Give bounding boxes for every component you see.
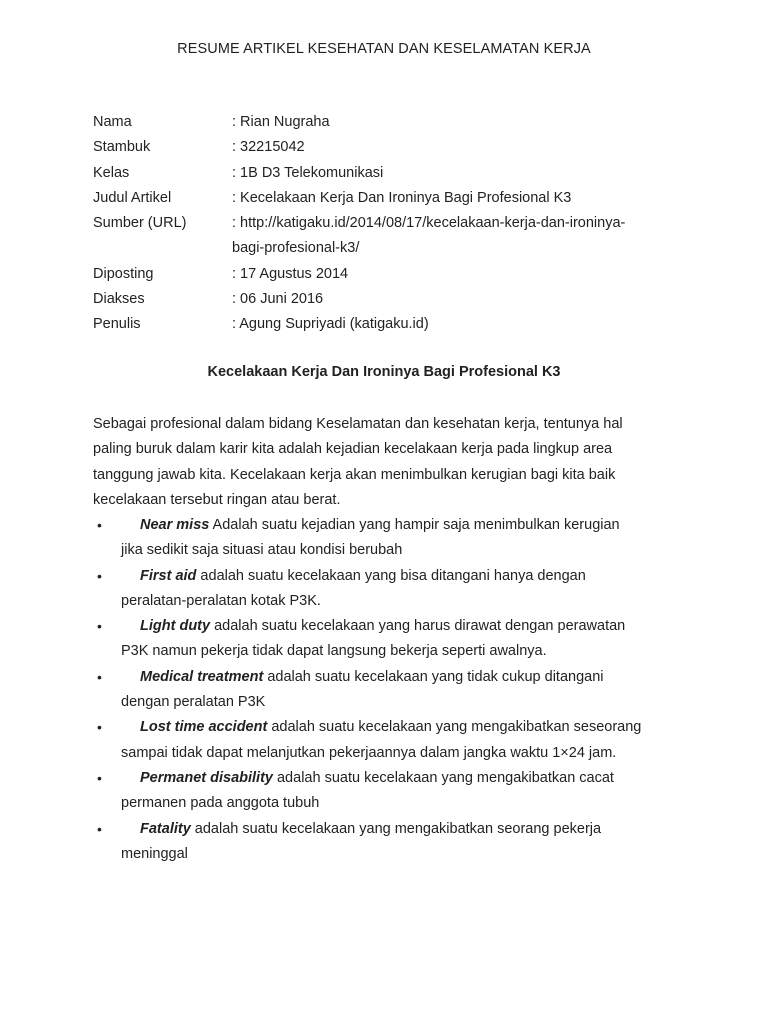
list-item-text: adalah suatu kecelakaan yang mengakibatkan seorang pekerja — [190, 820, 602, 837]
list-item-line: permanen pada anggota tubuh — [121, 795, 320, 812]
list-item-line: sampai tidak dapat melanjutkan pekerjaannya dalam jangka waktu 1×24 jam. — [121, 744, 617, 761]
list-item-term: Permanet disability — [140, 769, 273, 786]
intro-paragraph — [93, 412, 683, 513]
meta-value: : Rian Nugraha — [232, 114, 330, 130]
meta-row-penulis — [93, 312, 693, 337]
meta-row-diposting — [93, 262, 693, 287]
list-item-term: Lost time accident — [140, 719, 268, 736]
paragraph-line: Sebagai profesional dalam bidang Keselamatan dan kesehatan kerja, tentunya hal — [93, 416, 623, 432]
meta-label: Nama — [93, 114, 132, 130]
url-line-2: bagi-profesional-k3/ — [232, 240, 360, 257]
list-item-line — [121, 513, 693, 538]
meta-value: : Agung Supriyadi (katigaku.id) — [232, 316, 429, 333]
list-item-line — [121, 715, 693, 740]
meta-row-sumber-url — [93, 211, 693, 262]
list-item-medical-treatment — [93, 665, 693, 716]
bullet-icon: • — [97, 567, 102, 584]
metadata-table — [93, 110, 693, 338]
list-item-term: First aid — [140, 567, 197, 584]
list-item-line: jika sedikit saja situasi atau kondisi berubah — [121, 542, 403, 559]
meta-label: Diakses — [93, 291, 145, 308]
list-item-light-duty — [93, 614, 693, 665]
bullet-icon: • — [97, 618, 102, 635]
meta-label: Penulis — [93, 316, 141, 333]
meta-label: Judul Artikel — [93, 189, 172, 206]
list-item-text: Adalah suatu kejadian yang hampir saja menimbulkan kerugian — [209, 517, 620, 533]
meta-value: : 17 Agustus 2014 — [232, 265, 349, 282]
list-item-line: P3K namun pekerja tidak dapat langsung bekerja seperti awalnya. — [121, 643, 547, 660]
list-item-term: Medical treatment — [140, 668, 264, 685]
list-item-text: adalah suatu kecelakaan yang tidak cukup ditangani — [263, 668, 604, 685]
list-item-line: dengan peralatan P3K — [121, 694, 266, 711]
meta-row-judul-artikel — [93, 186, 693, 211]
document-title: RESUME ARTIKEL KESEHATAN DAN KESELAMATAN KERJA — [177, 41, 591, 57]
meta-value: : 06 Juni 2016 — [232, 291, 324, 308]
paragraph-line: tanggung jawab kita. Kecelakaan kerja akan menimbulkan kerugian bagi kita baik — [93, 466, 616, 483]
meta-row-diakses — [93, 287, 693, 312]
list-item-line: peralatan-peralatan kotak P3K. — [121, 592, 321, 609]
meta-label: Sumber (URL) — [93, 215, 187, 232]
list-item-line — [121, 817, 693, 842]
bullet-icon: • — [97, 668, 102, 685]
meta-value-url — [232, 211, 693, 262]
bullet-icon: • — [97, 517, 102, 533]
bullet-icon: • — [97, 719, 102, 736]
list-item-line — [121, 665, 693, 690]
url-line-1: : http://katigaku.id/2014/08/17/kecelakaan-kerja-dan-ironinya- — [232, 215, 626, 232]
list-item-text: adalah suatu kecelakaan yang bisa ditangani hanya dengan — [196, 567, 586, 584]
meta-row-kelas — [93, 161, 693, 186]
meta-row-stambuk — [93, 135, 693, 160]
list-item-text: adalah suatu kecelakaan yang mengakibatkan seseorang — [267, 719, 642, 736]
accident-types-list — [93, 513, 693, 867]
list-item-line — [121, 564, 693, 589]
list-item-lost-time-accident — [93, 715, 693, 766]
list-item-line — [121, 614, 693, 639]
meta-label: Kelas — [93, 164, 130, 181]
list-item-fatality — [93, 817, 693, 868]
list-item-line: meninggal — [121, 845, 188, 862]
bullet-icon: • — [97, 769, 102, 786]
paragraph-line: paling buruk dalam karir kita adalah kejadian kecelakaan kerja pada lingkup area — [93, 441, 613, 458]
meta-value: : 32215042 — [232, 139, 305, 156]
list-item-text: adalah suatu kecelakaan yang harus dirawat dengan perawatan — [210, 618, 626, 635]
list-item-line — [121, 766, 693, 791]
list-item-term: Near miss — [140, 517, 210, 533]
list-item-term: Fatality — [140, 820, 191, 837]
article-title: Kecelakaan Kerja Dan Ironinya Bagi Profesional K3 — [207, 364, 561, 380]
list-item-term: Light duty — [140, 618, 211, 635]
meta-value: : 1B D3 Telekomunikasi — [232, 164, 384, 181]
meta-label: Diposting — [93, 265, 154, 282]
list-item-text: adalah suatu kecelakaan yang mengakibatkan cacat — [272, 769, 614, 786]
list-item-near-miss — [93, 513, 693, 564]
paragraph-line: kecelakaan tersebut ringan atau berat. — [93, 491, 341, 508]
list-item-permanet-disability — [93, 766, 693, 817]
list-item-first-aid — [93, 564, 693, 615]
meta-value: : Kecelakaan Kerja Dan Ironinya Bagi Profesional K3 — [232, 189, 572, 206]
meta-label: Stambuk — [93, 139, 151, 156]
meta-row-nama — [93, 110, 693, 135]
bullet-icon: • — [97, 820, 102, 837]
